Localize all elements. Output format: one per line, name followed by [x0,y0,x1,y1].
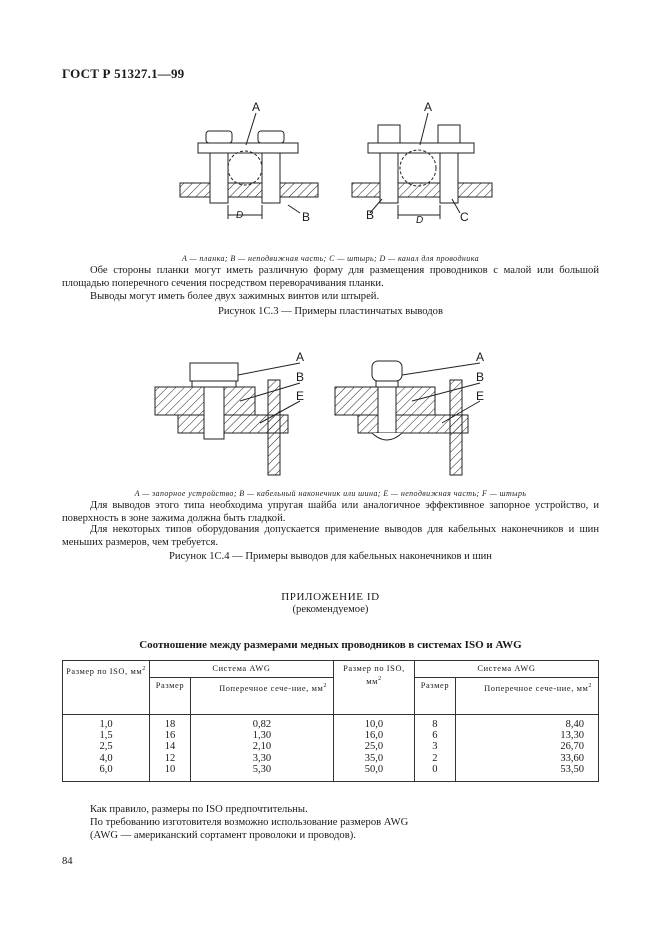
col-iso-left: 1,0 1,5 2,5 4,0 6,0 [63,715,150,782]
th-iso-left: Размер по ISO, $мм^2$ [63,661,150,715]
fig3-label-b-left: B [302,210,311,224]
th-cross-left: Поперечное сече-ние, $мм^2$ [190,678,333,715]
figure-1c3-caption: Рисунок 1С.3 — Примеры пластинчатых выводов [218,306,443,317]
col-awg-right: 8 6 3 2 0 [414,715,455,782]
th-awg-left: Система AWG [150,661,334,678]
col-cross-left: 0,82 1,30 2,10 3,30 5,30 [190,715,333,782]
fig4-label-e-right: E [476,389,485,403]
figure-1c4-caption: Рисунок 1С.4 — Примеры выводов для кабельных наконечников и шин [169,551,492,562]
table-body-row [63,715,599,782]
table-title: Соотношение между размерами медных проводников в системах ISO и AWG [139,639,522,651]
fig4-label-e-left: E [296,389,305,403]
col-iso-right: 10,0 16,0 25,0 35,0 50,0 [333,715,414,782]
col-awg-left: 18 16 14 12 10 [150,715,191,782]
figure-1c4-para1: Для выводов этого типа необходима упругая шайба или аналогичное эффективное запорное устройство, и поверхность в зоне зажима должна быть гладкой. [62,500,599,524]
figure-1c4-para2: Для некоторых типов оборудования допускается применение выводов для кабельных наконечников и шин меньших размеров, чем требуется. [62,524,599,548]
fig3-label-d-right: D [416,215,424,226]
th-size-right: Размер [414,678,455,715]
figure-1c3-para1: Обе стороны планки могут иметь различную форму для размещения проводников с малой или большой площадью поперечного сечения посредством переворачивания планки. [62,265,599,289]
fig3-label-c-right: C [460,210,469,224]
fig3-label-a-left: A [252,100,261,114]
fig4-label-b-right: B [476,370,485,384]
th-size-left: Размер [150,678,191,715]
figure-1c4-drawing [150,345,500,480]
fig4-label-a-right: A [476,350,485,364]
figure-1c3-para2: Выводы могут иметь более двух зажимных винтов или штырей. [90,291,380,302]
fig4-label-a-left: A [296,350,305,364]
iso-awg-table [62,660,599,782]
fig4-label-b-left: B [296,370,305,384]
th-iso-right: Размер по ISO, $мм^2$ [333,661,414,715]
th-awg-right: Система AWG [414,661,598,678]
fig3-label-b-right: B [366,208,375,222]
figure-1c3-legend: A — планка; B — неподвижная часть; C — штырь; D — канал для проводника [181,254,480,263]
figure-1c4-legend: A — запорное устройство; B — кабельный наконечник или шина; E — неподвижная часть; F — штырь [134,489,527,498]
page-number: 84 [62,856,73,867]
col-cross-right: 8,40 13,30 26,70 33,60 53,50 [455,715,598,782]
th-cross-right: Поперечное сече-ние, $мм^2$ [455,678,598,715]
note-1: Как правило, размеры по ISO предпочтительны. [90,804,308,815]
fig3-label-a-right: A [424,100,433,114]
figure-1c3-drawing [170,95,500,230]
appendix-title: ПРИЛОЖЕНИЕ ID [281,591,380,603]
note-2: По требованию изготовителя возможно использование размеров AWG [90,817,409,828]
document-code: ГОСТ Р 51327.1—99 [62,66,185,81]
note-3: (AWG — американский сортамент проволоки и проводов). [90,830,356,841]
fig3-label-d-left: D [236,210,244,221]
appendix-subtitle: (рекомендуемое) [292,604,369,615]
